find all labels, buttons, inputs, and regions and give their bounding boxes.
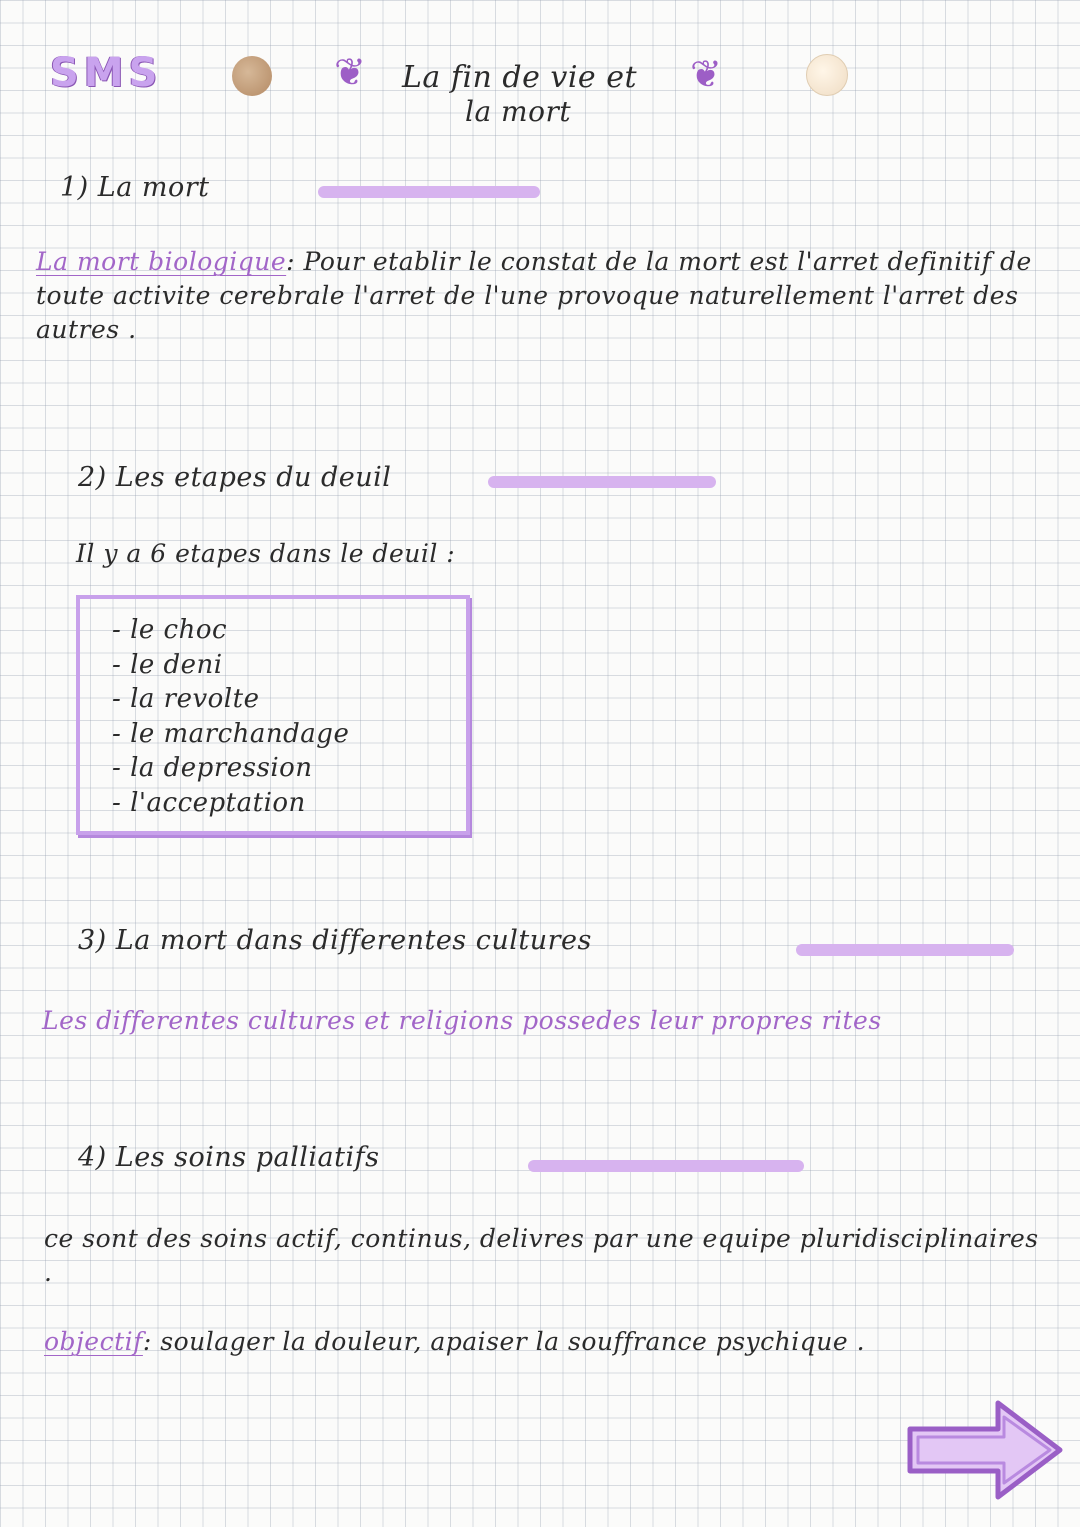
- heading-highlight: [796, 944, 1014, 956]
- section-1-heading: 1) La mort: [60, 172, 210, 203]
- stages-list: [80, 599, 466, 820]
- flower-sprig-icon: ❦: [690, 52, 722, 96]
- heading-highlight: [318, 186, 540, 198]
- section-1-text: [36, 245, 1036, 347]
- list-item: - l'acceptation: [112, 786, 466, 821]
- section-4-text: ce sont des soins actif, continus, delivres par une equipe pluridisciplinaires .: [44, 1224, 1039, 1287]
- list-item: - le deni: [112, 648, 466, 683]
- section-2-heading: 2) Les etapes du deuil: [78, 462, 392, 493]
- punch-hole-icon: [232, 56, 272, 96]
- arrow-right-icon: [900, 1395, 1072, 1505]
- section-4-heading: 4) Les soins palliatifs: [78, 1142, 380, 1173]
- page-title-line2: la mort: [465, 95, 572, 128]
- section-4-objective: [44, 1325, 1044, 1359]
- objective-label: objectif: [44, 1327, 143, 1356]
- list-item: - le marchandage: [112, 717, 466, 752]
- list-item: - le choc: [112, 613, 466, 648]
- section-3-text: Les differentes cultures et religions possedes leur propres rites: [42, 1006, 882, 1035]
- heading-highlight: [528, 1160, 804, 1172]
- stages-box: [76, 595, 470, 835]
- subject-label: SMS: [50, 50, 163, 96]
- list-item: - la revolte: [112, 682, 466, 717]
- objective-text: : soulager la douleur, apaiser la souffrance psychique .: [142, 1327, 866, 1356]
- section-3-heading: 3) La mort dans differentes cultures: [78, 925, 592, 956]
- page-title-line1: La fin de vie et: [402, 60, 638, 95]
- flower-sprig-icon: ❦: [334, 50, 366, 94]
- list-item: - la depression: [112, 751, 466, 786]
- section-1-body: : Pour etablir le constat de la mort est l'arret definitif de toute activite cerebrale l'arret de l'une provoque naturellement l'arret des autres .: [36, 247, 1032, 344]
- heading-highlight: [488, 476, 716, 488]
- section-1-subheading: La mort biologique: [36, 247, 287, 276]
- punch-hole-icon: [806, 54, 848, 96]
- section-2-intro: Il y a 6 etapes dans le deuil :: [76, 539, 456, 568]
